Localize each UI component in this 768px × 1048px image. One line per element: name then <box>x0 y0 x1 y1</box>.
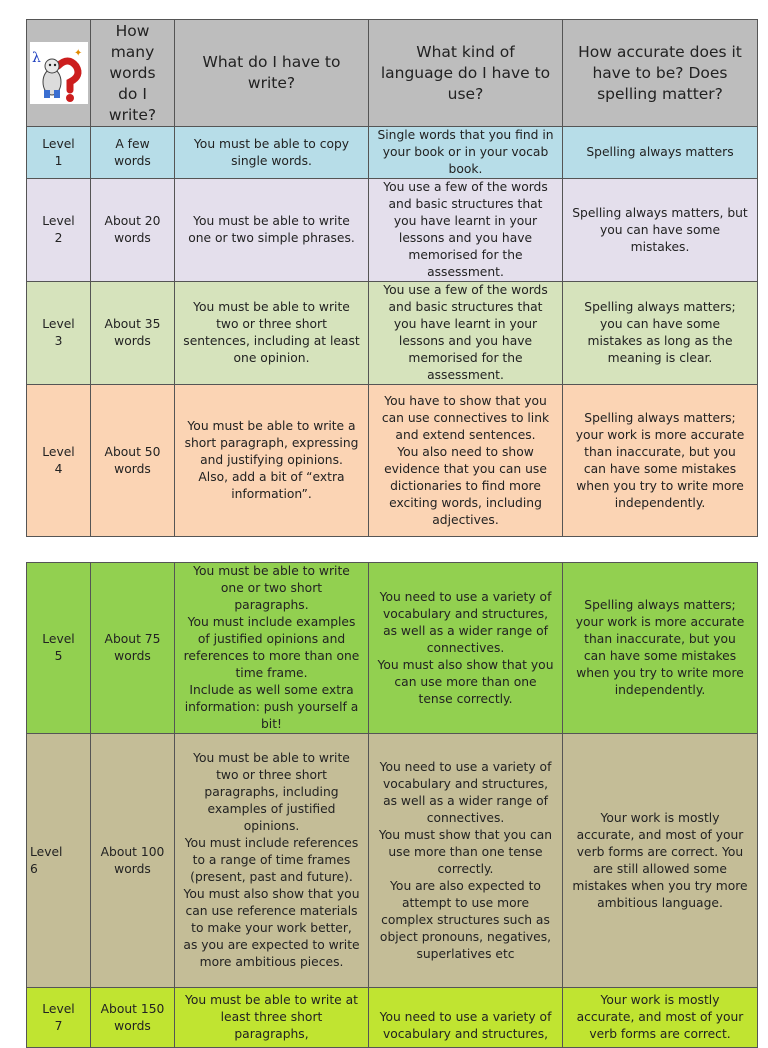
language-text-line: You also need to show <box>397 444 534 459</box>
language-text-line: can use connectives to link <box>381 410 550 425</box>
header-text: language do I have to <box>380 63 551 82</box>
write-text-line: two or three short <box>216 317 327 331</box>
language-text-line: attempt to use more <box>401 895 530 910</box>
table-row <box>27 179 758 282</box>
write-text-line: sentences, including at least <box>183 334 360 348</box>
accuracy-text-line: your work is more accurate <box>575 427 745 442</box>
svg-text:✦: ✦ <box>74 48 83 59</box>
header-text: What kind of <box>416 42 515 61</box>
header-text: have to be? Does <box>592 63 728 82</box>
language-cell <box>369 734 563 988</box>
header-text: How <box>115 21 150 40</box>
what-to-write-cell <box>175 179 369 282</box>
table-row <box>27 127 758 179</box>
level-text-line: Level <box>42 632 75 646</box>
write-text-line: to make your work better, <box>191 921 352 935</box>
write-text-line: opinions. <box>243 819 300 833</box>
header-text: many <box>110 42 155 61</box>
rubric-table-part-2 <box>26 562 758 1048</box>
write-text-line: You must include examples <box>187 615 356 629</box>
accuracy-text-line: can have some mistakes <box>583 461 737 476</box>
accuracy-text-line: Your work is mostly <box>600 810 720 825</box>
svg-text:♦: ♦ <box>68 57 76 66</box>
words-text-line: words <box>114 153 151 168</box>
accuracy-text-line: mistakes. <box>630 239 690 254</box>
table-row <box>27 385 758 537</box>
language-text-line: You need to use a variety of <box>379 759 552 774</box>
level-text-line: Level <box>42 317 75 331</box>
words-text-line: About 100 <box>100 844 165 859</box>
words-text-line: About 50 <box>104 444 161 459</box>
write-text-line: You must be able to copy <box>193 136 350 151</box>
accuracy-text-line: Spelling always matters; <box>584 410 736 425</box>
level-text-line: 7 <box>54 1018 63 1033</box>
header-text: write? <box>247 74 296 92</box>
what-to-write-cell <box>175 385 369 537</box>
write-text-line: You must be able to write a <box>187 419 356 433</box>
level-cell <box>27 282 91 385</box>
level-text-line: Level <box>42 444 75 459</box>
table-row <box>27 282 758 385</box>
level-text-line: Level <box>42 1001 75 1016</box>
language-text-line: can use more than one <box>394 674 537 689</box>
write-text-line: as you are expected to write <box>183 938 360 952</box>
language-cell <box>369 127 563 179</box>
language-text-line: evidence that you can use <box>384 461 547 476</box>
write-text-line: You must be able to write <box>193 214 350 228</box>
word-count-cell <box>91 988 175 1048</box>
write-text-line: two or three short <box>216 768 327 782</box>
question-mark-mascot-icon <box>30 42 88 104</box>
level-cell <box>27 734 91 988</box>
words-text-line: About 20 <box>104 214 161 228</box>
header-text: How accurate does it <box>578 42 742 61</box>
write-text-line: single words. <box>231 153 312 168</box>
accuracy-cell <box>563 179 758 282</box>
word-count-cell <box>91 734 175 988</box>
language-cell <box>369 563 563 734</box>
accuracy-text-line: you can have some <box>599 317 721 331</box>
language-text-line: connectives. <box>426 640 505 655</box>
language-text-line: as well as a wider range of <box>383 793 548 808</box>
write-text-line: paragraphs, including <box>204 785 339 799</box>
words-text-line: words <box>114 334 151 348</box>
write-text-line: of justified opinions and <box>197 632 346 646</box>
level-text-line: 5 <box>54 649 63 663</box>
words-text-line: About 35 <box>104 317 161 331</box>
accuracy-text-line: ambitious language. <box>597 895 723 910</box>
table-row <box>27 734 758 988</box>
words-text-line: About 150 <box>100 1001 165 1016</box>
language-text-line: You must also show that you <box>377 657 554 672</box>
accuracy-cell <box>563 127 758 179</box>
word-count-cell <box>91 179 175 282</box>
accuracy-text-line: meaning is clear. <box>607 351 713 365</box>
what-to-write-cell <box>175 563 369 734</box>
language-text-line: complex structures such as <box>381 912 550 927</box>
write-text-line: You must include references <box>184 836 359 850</box>
language-text-line: You use a few of the words <box>383 180 548 194</box>
level-text-line: Level <box>42 214 75 228</box>
accuracy-text-line: than inaccurate, but you <box>584 444 736 459</box>
accuracy-text-line: when you try to write more <box>576 478 744 493</box>
accuracy-text-line: Your work is mostly <box>600 993 720 1007</box>
write-text-line: time frame. <box>235 666 308 680</box>
language-text-line: memorised for the <box>408 351 523 365</box>
accuracy-text-line: Spelling always matters; <box>584 300 736 314</box>
accuracy-text-line: independently. <box>614 683 706 697</box>
write-text-line: short paragraph, expressing <box>184 436 359 450</box>
language-text-line: you have learnt in your <box>393 214 538 228</box>
language-cell <box>369 988 563 1048</box>
words-text-line: A few <box>115 136 150 151</box>
language-text-line: use more than one tense <box>388 844 543 859</box>
accuracy-text-line: you can have some <box>599 222 721 237</box>
write-text-line: more ambitious pieces. <box>199 955 344 969</box>
write-text-line: You must be able to write <box>193 751 350 765</box>
language-text-line: dictionaries to find more <box>390 478 541 493</box>
language-text-line: exciting words, including <box>389 495 542 510</box>
language-text-line: you have learnt in your <box>393 317 538 331</box>
accuracy-text-line: than inaccurate, but you <box>584 632 736 646</box>
accuracy-text-line: Spelling always matters; <box>584 598 736 612</box>
write-text-line: least three short <box>220 1010 323 1024</box>
write-text-line: Include as well some extra <box>189 683 354 697</box>
write-text-line: You must be able to write at <box>185 993 358 1007</box>
level-cell <box>27 385 91 537</box>
language-text-line: You are also expected to <box>390 878 541 893</box>
svg-text:λ: λ <box>32 50 41 66</box>
write-text-line: You must be able to write <box>193 564 350 578</box>
language-text-line: lessons and you have <box>398 231 533 245</box>
write-text-line: can use reference materials <box>185 904 358 918</box>
level-text-line: 1 <box>54 153 63 168</box>
accuracy-cell <box>563 734 758 988</box>
header-text: write? <box>108 105 157 124</box>
language-text-line: lessons and you have <box>398 334 533 348</box>
language-text-line: You need to use a variety of <box>379 1010 552 1024</box>
level-cell <box>27 988 91 1048</box>
write-text-line: bit! <box>261 717 282 731</box>
language-text-line: You must show that you can <box>378 827 553 842</box>
level-text-line: Level <box>30 844 63 859</box>
write-text-line: examples of justified <box>207 802 336 816</box>
word-count-cell <box>91 385 175 537</box>
header-text: spelling matter? <box>597 84 723 103</box>
accuracy-text-line: accurate, and most of your <box>576 827 744 842</box>
write-text-line: paragraphs. <box>234 598 309 612</box>
language-text-line: superlatives etc <box>416 946 515 961</box>
what-to-write-cell <box>175 127 369 179</box>
header-word-count <box>91 20 175 127</box>
header-text: do I <box>118 84 147 103</box>
language-text-line: adjectives. <box>432 512 499 527</box>
level-cell <box>27 563 91 734</box>
header-accuracy <box>563 20 758 127</box>
words-text-line: words <box>114 231 151 245</box>
level-cell <box>27 179 91 282</box>
word-count-cell <box>91 563 175 734</box>
accuracy-cell <box>563 988 758 1048</box>
language-text-line: and basic structures that <box>388 197 543 211</box>
accuracy-cell <box>563 385 758 537</box>
accuracy-text-line: can have some mistakes <box>583 649 737 663</box>
language-text-line: vocabulary and structures, <box>382 1027 549 1041</box>
word-count-cell <box>91 127 175 179</box>
what-to-write-cell <box>175 734 369 988</box>
language-text-line: You have to show that you <box>384 393 547 408</box>
language-cell <box>369 282 563 385</box>
language-cell <box>369 385 563 537</box>
language-text-line <box>372 992 559 1009</box>
language-text-line: You use a few of the words <box>383 283 548 297</box>
write-text-line: paragraphs, <box>234 1027 309 1041</box>
accuracy-text-line: are still allowed some <box>593 861 727 876</box>
level-text-line: 6 <box>30 861 38 876</box>
accuracy-cell <box>563 563 758 734</box>
language-text-line: tense correctly. <box>418 691 513 706</box>
words-text-line: About 75 <box>104 632 161 646</box>
header-text: words <box>109 63 156 82</box>
write-text-line: to a range of time frames <box>192 853 351 867</box>
words-text-line: words <box>114 1018 151 1033</box>
level-text-line: Level <box>42 136 75 151</box>
header-text: What do I have to <box>202 53 341 71</box>
accuracy-text-line: Spelling always matters <box>586 145 734 159</box>
language-text-line: and extend sentences. <box>395 427 536 442</box>
header-text: use? <box>447 84 484 103</box>
accuracy-text-line: mistakes when you try more <box>572 878 748 893</box>
write-text-line: one or two short <box>220 581 323 595</box>
level-text-line: 4 <box>54 461 63 476</box>
language-text-line: memorised for the <box>408 248 523 262</box>
write-text-line: You must also show that you <box>183 887 360 901</box>
words-text-line: words <box>114 649 151 663</box>
language-text-line: Single words that you find in <box>377 128 554 142</box>
table-row <box>27 988 758 1048</box>
accuracy-text-line: independently. <box>614 495 706 510</box>
words-text-line: words <box>114 861 151 876</box>
accuracy-text-line: mistakes as long as the <box>587 334 733 348</box>
accuracy-text-line: accurate, and most of your <box>576 1010 744 1024</box>
header-language <box>369 20 563 127</box>
language-text-line: book. <box>448 162 483 176</box>
accuracy-text-line: Spelling always matters, but <box>572 205 748 220</box>
write-text-line: one or two simple phrases. <box>188 231 355 245</box>
language-text-line: vocabulary and structures, <box>382 776 549 791</box>
what-to-write-cell <box>175 988 369 1048</box>
words-text-line: words <box>114 461 151 476</box>
language-text-line: You need to use a variety of <box>379 589 552 604</box>
language-text-line: vocabulary and structures, <box>382 606 549 621</box>
accuracy-text-line: verb forms are correct. <box>589 1027 731 1041</box>
write-text-line: one opinion. <box>233 351 310 365</box>
accuracy-text-line: when you try to write more <box>576 666 744 680</box>
level-cell <box>27 127 91 179</box>
write-text-line: and justifying opinions. <box>200 453 343 467</box>
word-count-cell <box>91 282 175 385</box>
header-row <box>27 20 758 127</box>
write-text-line: information”. <box>231 487 312 501</box>
language-text-line: your book or in your vocab <box>382 145 549 159</box>
write-text-line: references to more than one <box>183 649 360 663</box>
language-text-line: object pronouns, negatives, <box>379 929 552 944</box>
what-to-write-cell <box>175 282 369 385</box>
language-text-line: correctly. <box>437 861 494 876</box>
accuracy-cell <box>563 282 758 385</box>
level-text-line: 3 <box>54 334 63 348</box>
language-cell <box>369 179 563 282</box>
rubric-table-part-1 <box>26 19 758 537</box>
language-text-line: connectives. <box>426 810 505 825</box>
write-text-line: (present, past and future). <box>190 870 353 884</box>
language-text-line: and basic structures that <box>388 300 543 314</box>
write-text-line: Also, add a bit of “extra <box>198 470 345 484</box>
header-what-to-write <box>175 20 369 127</box>
language-text-line: as well as a wider range of <box>383 623 548 638</box>
level-text-line: 2 <box>54 231 63 245</box>
language-text-line: assessment. <box>427 265 504 279</box>
language-text-line: assessment. <box>427 368 504 382</box>
accuracy-text-line: your work is more accurate <box>575 615 745 629</box>
table-row <box>27 563 758 734</box>
write-text-line: You must be able to write <box>193 300 350 314</box>
accuracy-text-line: verb forms are correct. You <box>576 844 744 859</box>
header-mascot-cell <box>27 20 91 127</box>
write-text-line: information: push yourself a <box>184 700 359 714</box>
